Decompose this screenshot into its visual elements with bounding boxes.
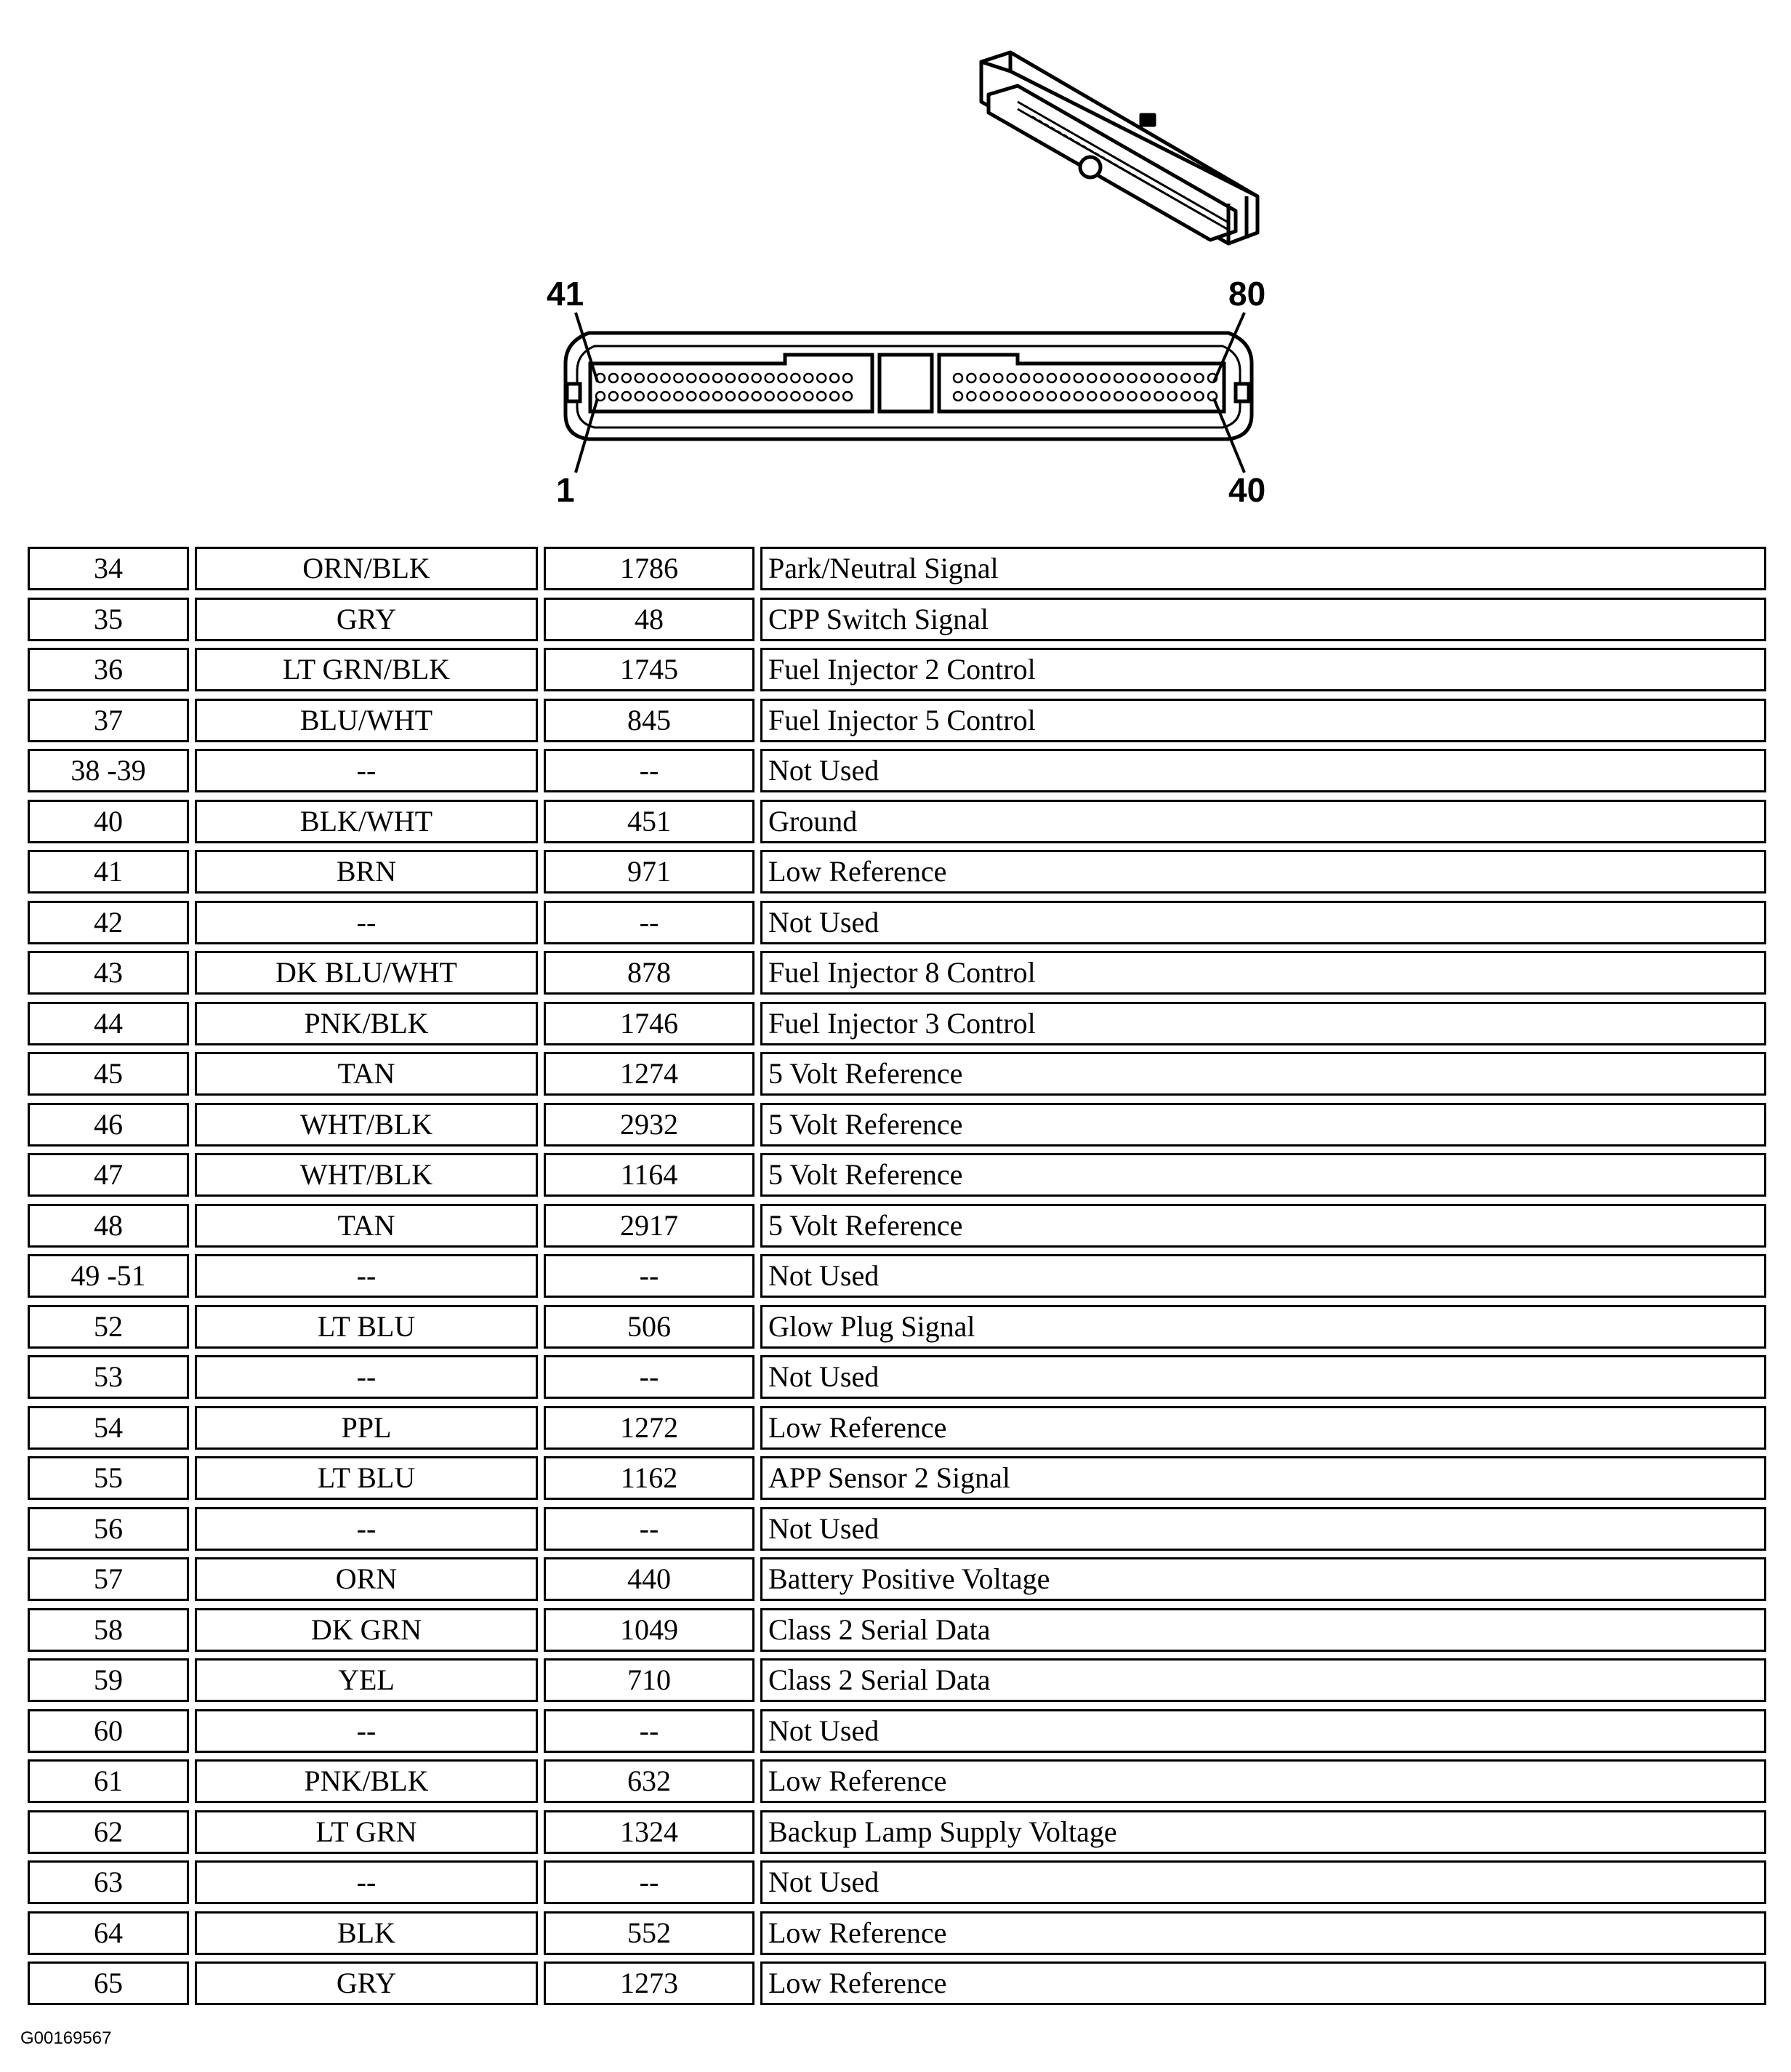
- pin-number-cell: 54: [28, 1406, 189, 1450]
- function-cell: Not Used: [760, 1507, 1766, 1551]
- pin-number-cell: 59: [28, 1658, 189, 1702]
- wire-color-cell: BRN: [195, 850, 538, 894]
- pin-hole: [843, 374, 852, 382]
- pin-hole: [726, 374, 735, 382]
- pin-hole: [1087, 392, 1096, 401]
- pin-number-cell: 58: [28, 1608, 189, 1652]
- pin-hole: [1154, 392, 1163, 401]
- wire-color-cell: LT GRN: [195, 1810, 538, 1854]
- function-cell: Low Reference: [760, 1961, 1766, 2005]
- pin-number-cell: 43: [28, 951, 189, 995]
- wire-color-cell: YEL: [195, 1658, 538, 1702]
- function-cell: Fuel Injector 8 Control: [760, 951, 1766, 995]
- circuit-number-cell: --: [544, 1507, 754, 1551]
- circuit-number-cell: 1746: [544, 1002, 754, 1045]
- pin-number-cell: 40: [28, 800, 189, 843]
- function-cell: Not Used: [760, 901, 1766, 944]
- circuit-number-cell: 1162: [544, 1456, 754, 1500]
- wire-color-cell: --: [195, 1254, 538, 1298]
- pin-hole: [791, 374, 800, 382]
- pin-hole: [739, 392, 748, 401]
- table-row: [28, 1961, 1766, 2012]
- circuit-number-cell: 845: [544, 699, 754, 742]
- pin-number-cell: 62: [28, 1810, 189, 1854]
- function-cell: Park/Neutral Signal: [760, 547, 1766, 590]
- pin-number-cell: 55: [28, 1456, 189, 1500]
- pin-hole: [967, 374, 975, 382]
- pin-hole: [1128, 374, 1137, 382]
- pin-number-cell: 35: [28, 598, 189, 641]
- circuit-number-cell: --: [544, 1860, 754, 1904]
- pin-hole: [967, 392, 975, 401]
- pin-hole: [830, 374, 839, 382]
- pin-hole: [981, 374, 989, 382]
- pin-hole: [817, 392, 826, 401]
- pin-number-cell: 57: [28, 1557, 189, 1601]
- function-cell: Ground: [760, 800, 1766, 843]
- pin-hole: [1141, 392, 1150, 401]
- pin-hole: [752, 392, 761, 401]
- pin-hole: [1047, 392, 1056, 401]
- function-cell: Fuel Injector 5 Control: [760, 699, 1766, 742]
- connector-face: [566, 333, 1252, 439]
- pin-number-cell: 38 -39: [28, 749, 189, 792]
- pin-hole: [981, 392, 989, 401]
- pin-hole: [765, 392, 774, 401]
- pin-hole: [954, 392, 962, 401]
- wire-color-cell: --: [195, 1709, 538, 1753]
- pin-label-80: 80: [1228, 275, 1266, 313]
- circuit-number-cell: 971: [544, 850, 754, 894]
- pin-hole: [1060, 392, 1069, 401]
- wire-color-cell: BLU/WHT: [195, 699, 538, 742]
- circuit-number-cell: 1049: [544, 1608, 754, 1652]
- function-cell: 5 Volt Reference: [760, 1103, 1766, 1147]
- pin-hole: [1154, 374, 1163, 382]
- pin-hole: [596, 392, 605, 401]
- pin-number-cell: 65: [28, 1961, 189, 2005]
- table-row: [28, 1608, 1766, 1659]
- pin-hole: [609, 392, 618, 401]
- circuit-number-cell: 1324: [544, 1810, 754, 1854]
- table-row: [28, 1103, 1766, 1154]
- wire-color-cell: PPL: [195, 1406, 538, 1450]
- table-row: [28, 547, 1766, 598]
- pin-label-1: 1: [556, 471, 575, 509]
- table-row: [28, 1658, 1766, 1709]
- pin-hole: [1114, 374, 1123, 382]
- pin-hole: [1101, 392, 1110, 401]
- pin-number-cell: 42: [28, 901, 189, 944]
- function-cell: Fuel Injector 2 Control: [760, 648, 1766, 691]
- wire-color-cell: --: [195, 1355, 538, 1399]
- wire-color-cell: ORN: [195, 1557, 538, 1601]
- pin-label-41: 41: [547, 275, 584, 313]
- table-row: [28, 1456, 1766, 1507]
- pin-hole: [700, 374, 709, 382]
- pin-hole: [1141, 374, 1150, 382]
- pin-hole: [765, 374, 774, 382]
- circuit-number-cell: 1273: [544, 1961, 754, 2005]
- pin-hole: [1101, 374, 1110, 382]
- pin-number-cell: 61: [28, 1759, 189, 1803]
- table-row: [28, 1810, 1766, 1861]
- wire-color-cell: PNK/BLK: [195, 1759, 538, 1803]
- pin-hole: [1021, 374, 1029, 382]
- pin-hole: [1114, 392, 1123, 401]
- table-row: [28, 800, 1766, 851]
- circuit-number-cell: 451: [544, 800, 754, 843]
- pin-hole: [1047, 374, 1056, 382]
- table-row: [28, 951, 1766, 1002]
- function-cell: Low Reference: [760, 1911, 1766, 1955]
- pin-number-cell: 52: [28, 1305, 189, 1349]
- pin-number-cell: 44: [28, 1002, 189, 1045]
- pin-hole: [739, 374, 748, 382]
- circuit-number-cell: 1164: [544, 1153, 754, 1197]
- wire-color-cell: WHT/BLK: [195, 1103, 538, 1147]
- pin-hole: [994, 374, 1002, 382]
- pin-hole: [1181, 374, 1190, 382]
- pin-hole: [1007, 392, 1016, 401]
- table-row: [28, 1305, 1766, 1356]
- function-cell: Not Used: [760, 1860, 1766, 1904]
- pin-number-cell: 56: [28, 1507, 189, 1551]
- table-row: [28, 1002, 1766, 1053]
- wire-color-cell: --: [195, 901, 538, 944]
- pin-number-cell: 41: [28, 850, 189, 894]
- function-cell: 5 Volt Reference: [760, 1052, 1766, 1096]
- pin-hole: [1060, 374, 1069, 382]
- wire-color-cell: DK GRN: [195, 1608, 538, 1652]
- pin-hole: [1208, 392, 1217, 401]
- function-cell: Fuel Injector 3 Control: [760, 1002, 1766, 1045]
- pin-hole: [1181, 392, 1190, 401]
- wire-color-cell: TAN: [195, 1204, 538, 1248]
- wire-color-cell: PNK/BLK: [195, 1002, 538, 1045]
- function-cell: 5 Volt Reference: [760, 1153, 1766, 1197]
- table-row: [28, 1860, 1766, 1911]
- table-row: [28, 1759, 1766, 1810]
- function-cell: Not Used: [760, 1709, 1766, 1753]
- pin-hole: [1034, 392, 1043, 401]
- table-row: [28, 648, 1766, 699]
- wire-color-cell: --: [195, 1860, 538, 1904]
- pin-number-cell: 36: [28, 648, 189, 691]
- function-cell: Low Reference: [760, 850, 1766, 894]
- pin-hole: [1087, 374, 1096, 382]
- pin-hole: [1128, 392, 1137, 401]
- pin-number-cell: 64: [28, 1911, 189, 1955]
- wire-color-cell: --: [195, 749, 538, 792]
- function-cell: Not Used: [760, 1254, 1766, 1298]
- circuit-number-cell: 1745: [544, 648, 754, 691]
- wire-color-cell: BLK: [195, 1911, 538, 1955]
- pin-hole: [1195, 392, 1204, 401]
- pinout-table: [28, 547, 1766, 2012]
- pin-number-cell: 46: [28, 1103, 189, 1147]
- pin-label-40: 40: [1228, 471, 1266, 509]
- pin-hole: [622, 392, 631, 401]
- circuit-number-cell: 552: [544, 1911, 754, 1955]
- wire-color-cell: DK BLU/WHT: [195, 951, 538, 995]
- pin-hole: [726, 392, 735, 401]
- pin-hole: [830, 392, 839, 401]
- table-row: [28, 1557, 1766, 1608]
- circuit-number-cell: --: [544, 901, 754, 944]
- function-cell: Battery Positive Voltage: [760, 1557, 1766, 1601]
- circuit-number-cell: --: [544, 1254, 754, 1298]
- function-cell: Glow Plug Signal: [760, 1305, 1766, 1349]
- connector-diagram: [0, 0, 1791, 538]
- function-cell: Class 2 Serial Data: [760, 1658, 1766, 1702]
- pin-number-cell: 37: [28, 699, 189, 742]
- function-cell: Class 2 Serial Data: [760, 1608, 1766, 1652]
- table-row: [28, 850, 1766, 901]
- pin-hole: [635, 374, 644, 382]
- table-row: [28, 749, 1766, 800]
- wire-color-cell: --: [195, 1507, 538, 1551]
- wire-color-cell: WHT/BLK: [195, 1153, 538, 1197]
- pin-hole: [804, 374, 813, 382]
- wire-color-cell: TAN: [195, 1052, 538, 1096]
- circuit-number-cell: 1272: [544, 1406, 754, 1450]
- pin-hole: [687, 374, 696, 382]
- circuit-number-cell: 878: [544, 951, 754, 995]
- wire-color-cell: LT GRN/BLK: [195, 648, 538, 691]
- wire-color-cell: BLK/WHT: [195, 800, 538, 843]
- function-cell: Low Reference: [760, 1406, 1766, 1450]
- pin-number-cell: 45: [28, 1052, 189, 1096]
- table-row: [28, 1204, 1766, 1255]
- connector-3d-illustration: [981, 52, 1257, 244]
- table-row: [28, 1709, 1766, 1760]
- function-cell: Low Reference: [760, 1759, 1766, 1803]
- function-cell: APP Sensor 2 Signal: [760, 1456, 1766, 1500]
- pin-hole: [1007, 374, 1016, 382]
- function-cell: 5 Volt Reference: [760, 1204, 1766, 1248]
- circuit-number-cell: 506: [544, 1305, 754, 1349]
- pin-hole: [661, 392, 670, 401]
- pin-hole: [635, 392, 644, 401]
- table-row: [28, 1507, 1766, 1558]
- circuit-number-cell: 440: [544, 1557, 754, 1601]
- pin-hole: [817, 374, 826, 382]
- pin-number-cell: 60: [28, 1709, 189, 1753]
- circuit-number-cell: 2917: [544, 1204, 754, 1248]
- circuit-number-cell: 48: [544, 598, 754, 641]
- pin-number-cell: 49 -51: [28, 1254, 189, 1298]
- pin-number-cell: 63: [28, 1860, 189, 1904]
- pin-number-cell: 48: [28, 1204, 189, 1248]
- function-cell: Backup Lamp Supply Voltage: [760, 1810, 1766, 1854]
- pin-hole: [1021, 392, 1029, 401]
- pin-hole: [778, 374, 787, 382]
- pin-hole: [674, 392, 683, 401]
- circuit-number-cell: --: [544, 1709, 754, 1753]
- pin-number-cell: 34: [28, 547, 189, 590]
- pin-hole: [804, 392, 813, 401]
- table-row: [28, 1406, 1766, 1457]
- pin-hole: [1168, 392, 1177, 401]
- circuit-number-cell: --: [544, 749, 754, 792]
- pin-hole: [609, 374, 618, 382]
- pin-number-cell: 53: [28, 1355, 189, 1399]
- function-cell: CPP Switch Signal: [760, 598, 1766, 641]
- pin-number-cell: 47: [28, 1153, 189, 1197]
- circuit-number-cell: --: [544, 1355, 754, 1399]
- circuit-number-cell: 1274: [544, 1052, 754, 1096]
- pin-hole: [778, 392, 787, 401]
- function-cell: Not Used: [760, 749, 1766, 792]
- circuit-number-cell: 2932: [544, 1103, 754, 1147]
- wire-color-cell: ORN/BLK: [195, 547, 538, 590]
- function-cell: Not Used: [760, 1355, 1766, 1399]
- pin-hole: [661, 374, 670, 382]
- table-row: [28, 1052, 1766, 1103]
- pin-hole: [674, 374, 683, 382]
- pin-hole: [713, 392, 722, 401]
- pin-hole: [1195, 374, 1204, 382]
- pin-hole: [1034, 374, 1043, 382]
- pin-hole: [1074, 374, 1083, 382]
- pin-hole: [1168, 374, 1177, 382]
- wire-color-cell: GRY: [195, 598, 538, 641]
- table-row: [28, 1911, 1766, 1962]
- wire-color-cell: GRY: [195, 1961, 538, 2005]
- pin-hole: [843, 392, 852, 401]
- circuit-number-cell: 1786: [544, 547, 754, 590]
- pin-hole: [1074, 392, 1083, 401]
- table-row: [28, 1254, 1766, 1305]
- pin-hole: [687, 392, 696, 401]
- figure-id: G00169567: [20, 2028, 112, 2048]
- pin-hole: [713, 374, 722, 382]
- wire-color-cell: LT BLU: [195, 1305, 538, 1349]
- pin-hole: [622, 374, 631, 382]
- pin-hole: [752, 374, 761, 382]
- pin-hole: [994, 392, 1002, 401]
- pin-hole: [700, 392, 709, 401]
- pin-hole: [791, 392, 800, 401]
- pin-hole: [954, 374, 962, 382]
- circuit-number-cell: 632: [544, 1759, 754, 1803]
- table-row: [28, 699, 1766, 750]
- circuit-number-cell: 710: [544, 1658, 754, 1702]
- pin-holes: [596, 374, 1217, 401]
- table-row: [28, 901, 1766, 952]
- table-row: [28, 1355, 1766, 1406]
- table-row: [28, 598, 1766, 648]
- wire-color-cell: LT BLU: [195, 1456, 538, 1500]
- pin-hole: [648, 392, 657, 401]
- pin-hole: [648, 374, 657, 382]
- table-row: [28, 1153, 1766, 1204]
